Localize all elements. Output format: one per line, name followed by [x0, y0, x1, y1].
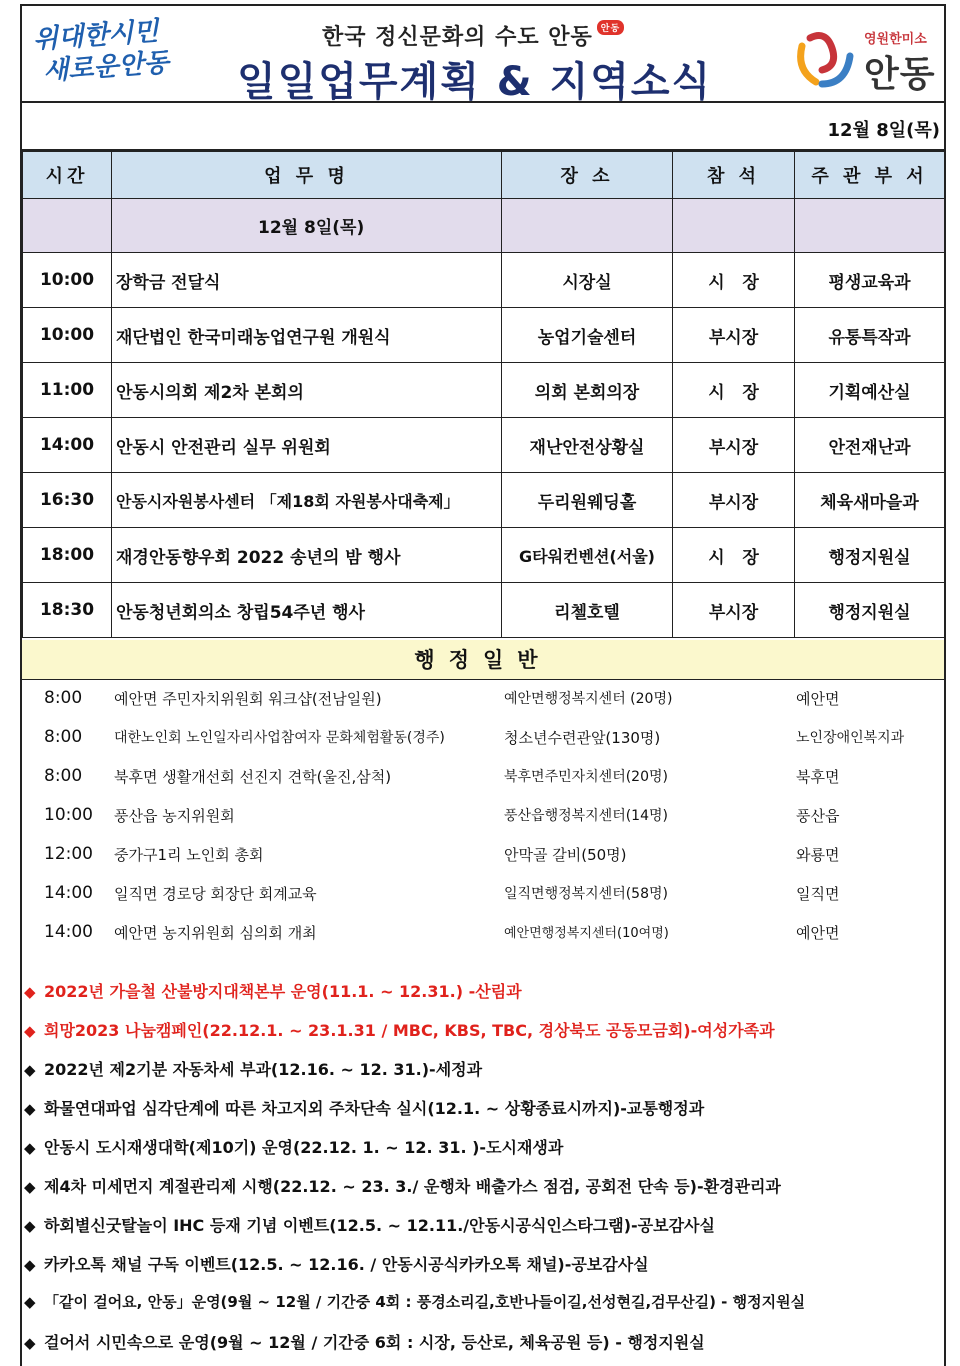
notice-item: ◆ 화물연대파업 심각단계에 따른 차고지외 주차단속 실시(12.1. ~ 상황종료시까지)-교통행정과 [24, 1099, 705, 1118]
row-dept: 평생교육과 [795, 253, 945, 308]
row-place: 두리원웨딩홀 [502, 473, 673, 528]
slogan-line-1: 위대한시민 [32, 16, 160, 56]
row-place: 리첼호텔 [502, 583, 673, 638]
item-place: 예안면행정복지센터 (20명) [504, 691, 673, 707]
list-item [22, 836, 944, 875]
day-row [23, 199, 945, 253]
list-item [22, 914, 944, 953]
item-place: 일직면행정복지센터(58명) [504, 886, 668, 902]
row-place: 농업기술센터 [502, 308, 673, 363]
notice-item: ◆ 「같이 걸어요, 안동」운영(9월 ~ 12월 / 기간중 4회 : 풍경소리길,호반나들이길,선성현길,검무산길) - 행정지원실 [24, 1293, 806, 1311]
row-title: 재단법인 한국미래농업연구원 개원식 [112, 308, 502, 363]
notice-item: ◆ 제4차 미세먼지 계절관리제 시행(22.12. ~ 23. 3./ 운행차 배출가스 점검, 공회전 단속 등)-환경관리과 [24, 1177, 781, 1196]
row-dept: 행정지원실 [795, 528, 945, 583]
item-title: 풍산읍 농지위원회 [114, 807, 235, 825]
row-time: 10:00 [23, 253, 112, 308]
row-attendee: 부시장 [673, 418, 795, 473]
item-time: 8:00 [44, 766, 83, 786]
slogan-logo [32, 12, 216, 88]
table-row [23, 473, 945, 528]
diamond-bullet-icon: ◆ [24, 1293, 36, 1311]
row-dept: 체육새마을과 [795, 473, 945, 528]
table-row [23, 308, 945, 363]
item-place: 예안면행정복지센터(10여명) [504, 926, 669, 941]
diamond-bullet-icon: ◆ [24, 1256, 36, 1274]
item-time: 10:00 [44, 805, 93, 825]
row-dept: 안전재난과 [795, 418, 945, 473]
col-header-attendee: 참 석 [673, 152, 795, 199]
item-dept: 북후면 [796, 768, 840, 786]
col-header-time: 시간 [23, 152, 112, 199]
item-dept: 와룡면 [796, 846, 840, 864]
row-title: 안동시 안전관리 실무 위원회 [112, 418, 502, 473]
diamond-bullet-icon: ◆ [24, 1139, 36, 1157]
table-row [23, 528, 945, 583]
col-header-title: 업 무 명 [112, 152, 502, 199]
notice-item: ◆ 2022년 가을철 산불방지대책본부 운영(11.1. ~ 12.31.) -산림과 [24, 982, 522, 1001]
item-place: 청소년수련관앞(130명) [504, 729, 661, 747]
notice-item: ◆ 희망2023 나눔캠페인(22.12.1. ~ 23.1.31 / MBC, KBS, TBC, 경상북도 공동모금회)-여성가족과 [24, 1021, 775, 1040]
item-title: 북후면 생활개선회 선진지 견학(울진,삼척) [114, 768, 392, 786]
row-dept: 기획예산실 [795, 363, 945, 418]
row-place: 의회 본회의장 [502, 363, 673, 418]
diamond-bullet-icon: ◆ [24, 1100, 36, 1118]
document-date: 12월 8일(목) [827, 120, 940, 141]
item-title: 예안면 농지위원회 심의회 개최 [114, 924, 317, 942]
subtitle: 한국 정신문화의 수도 안동 안동 [322, 20, 624, 51]
item-dept: 예안면 [796, 924, 840, 942]
item-title: 중가구1리 노인회 총회 [114, 846, 264, 864]
schedule-table [22, 151, 945, 638]
day-label: 12월 8일(목) [112, 199, 502, 253]
notice-item: ◆ 안동시 도시재생대학(제10기) 운영(22.12. 1. ~ 12. 31. )-도시재생과 [24, 1138, 564, 1157]
row-attendee: 시 장 [673, 363, 795, 418]
item-time: 14:00 [44, 922, 93, 942]
row-attendee: 시 장 [673, 253, 795, 308]
col-header-place: 장 소 [502, 152, 673, 199]
item-dept: 일직면 [796, 885, 840, 903]
row-time: 10:00 [23, 308, 112, 363]
item-title: 예안면 주민자치위원회 워크샵(전남일원) [114, 690, 382, 708]
item-title: 대한노인회 노인일자리사업참여자 문화체험활동(경주) [114, 730, 445, 746]
item-place: 안막골 갈비(50명) [504, 846, 627, 864]
notice-item: ◆ 2022년 제2기분 자동차세 부과(12.16. ~ 12. 31.)-세정과 [24, 1060, 483, 1079]
notice-item: ◆ 카카오톡 채널 구독 이벤트(12.5. ~ 12.16. / 안동시공식카카오톡 채널)-공보감사실 [24, 1255, 649, 1274]
item-time: 8:00 [44, 688, 83, 708]
document-page [20, 4, 946, 1366]
row-time: 14:00 [23, 418, 112, 473]
diamond-bullet-icon: ◆ [24, 1022, 36, 1040]
item-time: 12:00 [44, 844, 93, 864]
diamond-bullet-icon: ◆ [24, 1178, 36, 1196]
row-time: 18:30 [23, 583, 112, 638]
list-item [22, 758, 944, 797]
row-title: 안동시의회 제2차 본회의 [112, 363, 502, 418]
row-time: 18:00 [23, 528, 112, 583]
row-attendee: 부시장 [673, 583, 795, 638]
row-title: 재경안동향우회 2022 송년의 밤 행사 [112, 528, 502, 583]
row-title: 장학금 전달식 [112, 253, 502, 308]
subtitle-badge: 안동 [597, 20, 624, 35]
row-place: G타워컨벤션(서울) [502, 528, 673, 583]
item-title: 일직면 경로당 회장단 회계교육 [114, 885, 317, 903]
row-place: 재난안전상황실 [502, 418, 673, 473]
diamond-bullet-icon: ◆ [24, 1334, 36, 1352]
table-row [23, 418, 945, 473]
row-attendee: 부시장 [673, 473, 795, 528]
list-item [22, 680, 944, 719]
row-dept: 행정지원실 [795, 583, 945, 638]
table-row [23, 583, 945, 638]
page-title: 일일업무계획 & 지역소식 [237, 59, 713, 105]
header [22, 4, 944, 103]
andong-logo [792, 20, 942, 96]
list-item [22, 875, 944, 914]
table-header-row [23, 152, 945, 199]
item-dept: 노인장애인복지과 [796, 730, 905, 746]
logo-name: 안동 [864, 54, 936, 95]
row-attendee: 부시장 [673, 308, 795, 363]
list-item [22, 797, 944, 836]
item-place: 풍산읍행정복지센터(14명) [504, 808, 668, 824]
item-time: 14:00 [44, 883, 93, 903]
diamond-bullet-icon: ◆ [24, 1217, 36, 1235]
row-title: 안동시자원봉사센터 「제18회 자원봉사대축제」 [112, 473, 502, 528]
item-time: 8:00 [44, 727, 83, 747]
diamond-bullet-icon: ◆ [24, 983, 36, 1001]
item-dept: 풍산읍 [796, 807, 840, 825]
row-dept: 유통특작과 [795, 308, 945, 363]
slogan-line-2: 새로운안동 [42, 47, 170, 87]
notice-item: ◆ 하회별신굿탈놀이 IHC 등재 기념 이벤트(12.5. ~ 12.11./안동시공식인스타그램)-공보감사실 [24, 1216, 715, 1235]
row-time: 11:00 [23, 363, 112, 418]
row-time: 16:30 [23, 473, 112, 528]
date-row [22, 103, 944, 151]
row-title: 안동청년회의소 창립54주년 행사 [112, 583, 502, 638]
col-header-dept: 주 관 부 서 [795, 152, 945, 199]
row-place: 시장실 [502, 253, 673, 308]
list-item [22, 719, 944, 758]
table-row [23, 253, 945, 308]
table-row [23, 363, 945, 418]
logo-tagline: 영원한미소 [864, 32, 927, 47]
admin-section-heading: 행정일반 [22, 640, 944, 680]
smile-logo-icon [792, 26, 858, 92]
row-attendee: 시 장 [673, 528, 795, 583]
item-place: 북후면주민자치센터(20명) [504, 769, 668, 785]
diamond-bullet-icon: ◆ [24, 1061, 36, 1079]
notice-item: ◆ 걸어서 시민속으로 운영(9월 ~ 12월 / 기간중 6회 : 시장, 등산로, 체육공원 등) - 행정지원실 [24, 1333, 705, 1352]
item-dept: 예안면 [796, 690, 840, 708]
